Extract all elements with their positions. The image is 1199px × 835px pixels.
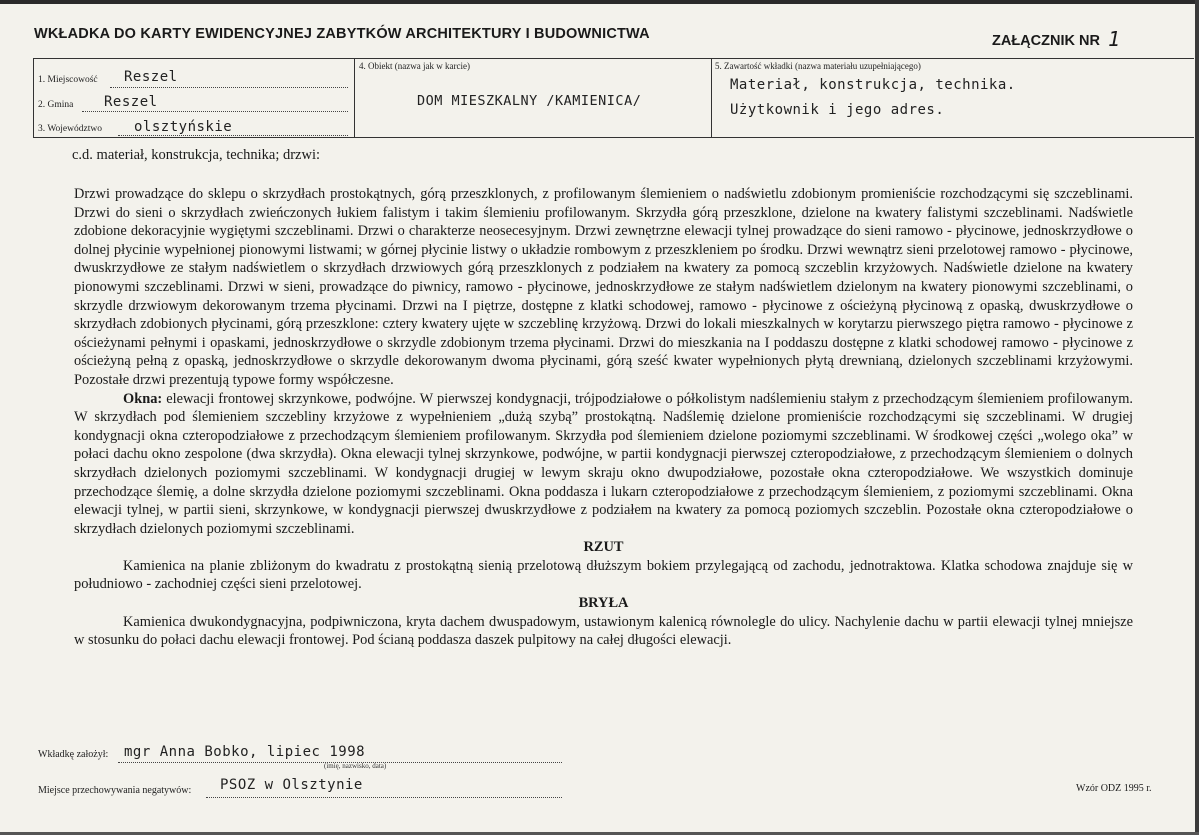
location-box <box>33 58 355 138</box>
content-label: 5. Zawartość wkładki (nazwa materiału uzupełniającego) <box>715 61 921 71</box>
floor-plan-paragraph: Kamienica na planie zbliżonym do kwadratu z prostokątną sienią przelotową dłuższym bokiem przylegającą od zachodu, jednotraktowa. Klatka schodowa znajduje się w południowo - zachodniej części sieni przelotowej. <box>74 557 1133 593</box>
building-mass-paragraph: Kamienica dwukondygnacyjna, podpiwniczona, kryta dachem dwuspadowym, ustawionym kalenicą równolegle do ulicy. Nachylenie dachu w partii elewacji tylnej mniejsze w stosunku do połaci dachu elewacji frontowej. Pod ścianą poddasza daszek pulpitowy na całej długości elewacji. <box>74 613 1133 649</box>
content-box <box>710 58 1194 138</box>
gmina-label: 2. Gmina <box>38 100 74 110</box>
windows-text: elewacji frontowej skrzynkowe, podwójne. W pierwszej kondygnacji, trójpodziałowe o półkolistym nadślemieniu stałym z przechodzącym ślemieniem profilowanym. W skrzydłach pod ślemieniem szczebliny krzyżowe z wypełnieniem „dużą szybą” prostokątną. Nadślemię dzielone promieniście rozchodzącymi się szczeblinami. W drugiej kondygnacji okna czteropodziałowe z przechodzącym ślemieniem profilowanym. Skrzydła pod ślemieniem dzielone poziomymi szczeblinami. W środkowej części „wolego oka” w połaci dachu okno zespolone (dwa skrzydła). Okna elewacji tylnej skrzynkowe, podwójne, w partii kondygnacji pierwszej czteropodziałowe, z przechodzącym ślemieniem o dolnych skrzydłach dzielonych poziomymi szczeblinami. W kondygnacji drugiej w lewym skraju okno dwupodziałowe, pozostałe okna czteropodziałowe. We wszystkich dominuje przechodzące ślemię, a dolne skrzydła dzielone poziomymi szczeblinami. Okna poddasza i lukarn czteropodziałowe z przechodzącym ślemieniem, z poziomymi szczeblinami. Okna elewacji tylnej, w partii sieni, skrzynkowe, w kondygnacji pierwszej dwuskrzydłowe z podziałem na kwatery za pomocą poziomych szczeblin. Pozostałe okna czteropodziałowe o skrzydłach dzielonych poziomymi szczeblinami. <box>74 390 1133 537</box>
miejscowosc-value: Reszel <box>124 69 178 85</box>
author-hint: (imię, nazwisko, data) <box>324 762 387 770</box>
windows-label: Okna: <box>123 390 163 407</box>
wojewodztwo-dots <box>118 135 348 136</box>
document-body <box>74 185 1133 650</box>
attachment-label-text: ZAŁĄCZNIK NR <box>992 33 1100 49</box>
windows-paragraph <box>74 390 1133 539</box>
right-border <box>1195 0 1199 835</box>
form-title: WKŁADKA DO KARTY EWIDENCYJNEJ ZABYTKÓW ARCHITEKTURY I BUDOWNICTWA <box>34 26 650 42</box>
building-mass-heading: BRYŁA <box>578 595 629 612</box>
wojewodztwo-value: olsztyńskie <box>134 119 233 135</box>
form-code: Wzór ODZ 1995 r. <box>1076 783 1152 794</box>
miejscowosc-dots <box>110 87 348 88</box>
top-border <box>0 0 1199 4</box>
floor-plan-heading: RZUT <box>583 539 624 556</box>
storage-label: Miejsce przechowywania negatywów: <box>38 785 192 796</box>
content-line-2: Użytkownik i jego adres. <box>730 102 945 118</box>
gmina-value: Reszel <box>104 94 158 110</box>
doors-paragraph: Drzwi prowadzące do sklepu o skrzydłach prostokątnych, górą przeszklonych, z profilowanym ślemieniem o nadświetlu zdobionym promieniście rozchodzącymi się szczeblinami. Drzwi do sieni o skrzydłach zwieńczonych łukiem falistym i takim ślemieniu profilowanym. Skrzydła górą przeszklone, dzielone na kwatery falistymi szczeblinami. Nadświetle zdobione dekoracyjnie wygiętymi szczeblinami. Drzwi o charakterze neosecesyjnym. Drzwi zewnętrzne elewacji tylnej prowadzące do sieni ramowo - płycinowe, jednoskrzydłowe o dolnej płycinie wypełnionej pionowymi listwami; w górnej płycinie listwy o układzie rombowym z przeszkleniem po środku. Drzwi wewnątrz sieni przelotowej ramowo - płycinowe, dwuskrzydłowe ze stałym nadświetlem o skrzydłach drzwiowych górą przeszklonych z podziałem na kwatery za pomocą szczeblin krzyżowych. Nadświetle dzielone na kwatery pionowymi szczeblinami. Drzwi w sieni, prowadzące do piwnicy, ramowo - płycinowe, jednoskrzydłowe ze stałym nadświetlem dzielonym na kwatery pionowymi szczeblinami, o skrzydle drzwiowym dekorowanym trzema płycinami. Drzwi na I piętrze, dostępne z klatki schodowej, ramowo - płycinowe z ościeżyną płycinową z opaską, dwuskrzydłowe o skrzydłach zdobionych płycinami, górą przeszklone: cztery kwatery ujęte w szczeblinę krzyżową. Drzwi do lokali mieszkalnych w korytarzu pierwszego piętra ramowo - płycinowe z ościeżynami pełnymi i opaskami, jednoskrzydłowe o skrzydle zdobionym trzema płycinami. Drzwi do mieszkania na I poddaszu dostępne z klatki schodowej ramowo - płycinowe z ościeżyną pełną z opaską, jednoskrzydłowe o skrzydle dekorowanym dwoma płycinami, górą sześć kwater wypełnionych płytą drewnianą, dzielonych szczeblinami krzyżowymi. Pozostałe drzwi prezentują typowe formy współczesne. <box>74 186 1133 388</box>
object-value: DOM MIESZKALNY /KAMIENICA/ <box>417 93 642 109</box>
content-line-1: Materiał, konstrukcja, technika. <box>730 77 1016 93</box>
object-label: 4. Obiekt (nazwa jak w karcie) <box>359 61 470 71</box>
object-box <box>354 58 712 138</box>
author-label: Wkładkę założył: <box>38 749 109 760</box>
wojewodztwo-label: 3. Województwo <box>38 124 102 134</box>
miejscowosc-label: 1. Miejscowość <box>38 75 98 85</box>
author-value: mgr Anna Bobko, lipiec 1998 <box>124 744 366 760</box>
attachment-number: 1 <box>1107 27 1121 51</box>
storage-dots <box>206 797 562 798</box>
gmina-dots <box>82 111 348 112</box>
continuation-heading: c.d. materiał, konstrukcja, technika; drzwi: <box>72 147 321 163</box>
storage-value: PSOZ w Olsztynie <box>220 777 363 793</box>
attachment-label <box>992 26 1120 50</box>
